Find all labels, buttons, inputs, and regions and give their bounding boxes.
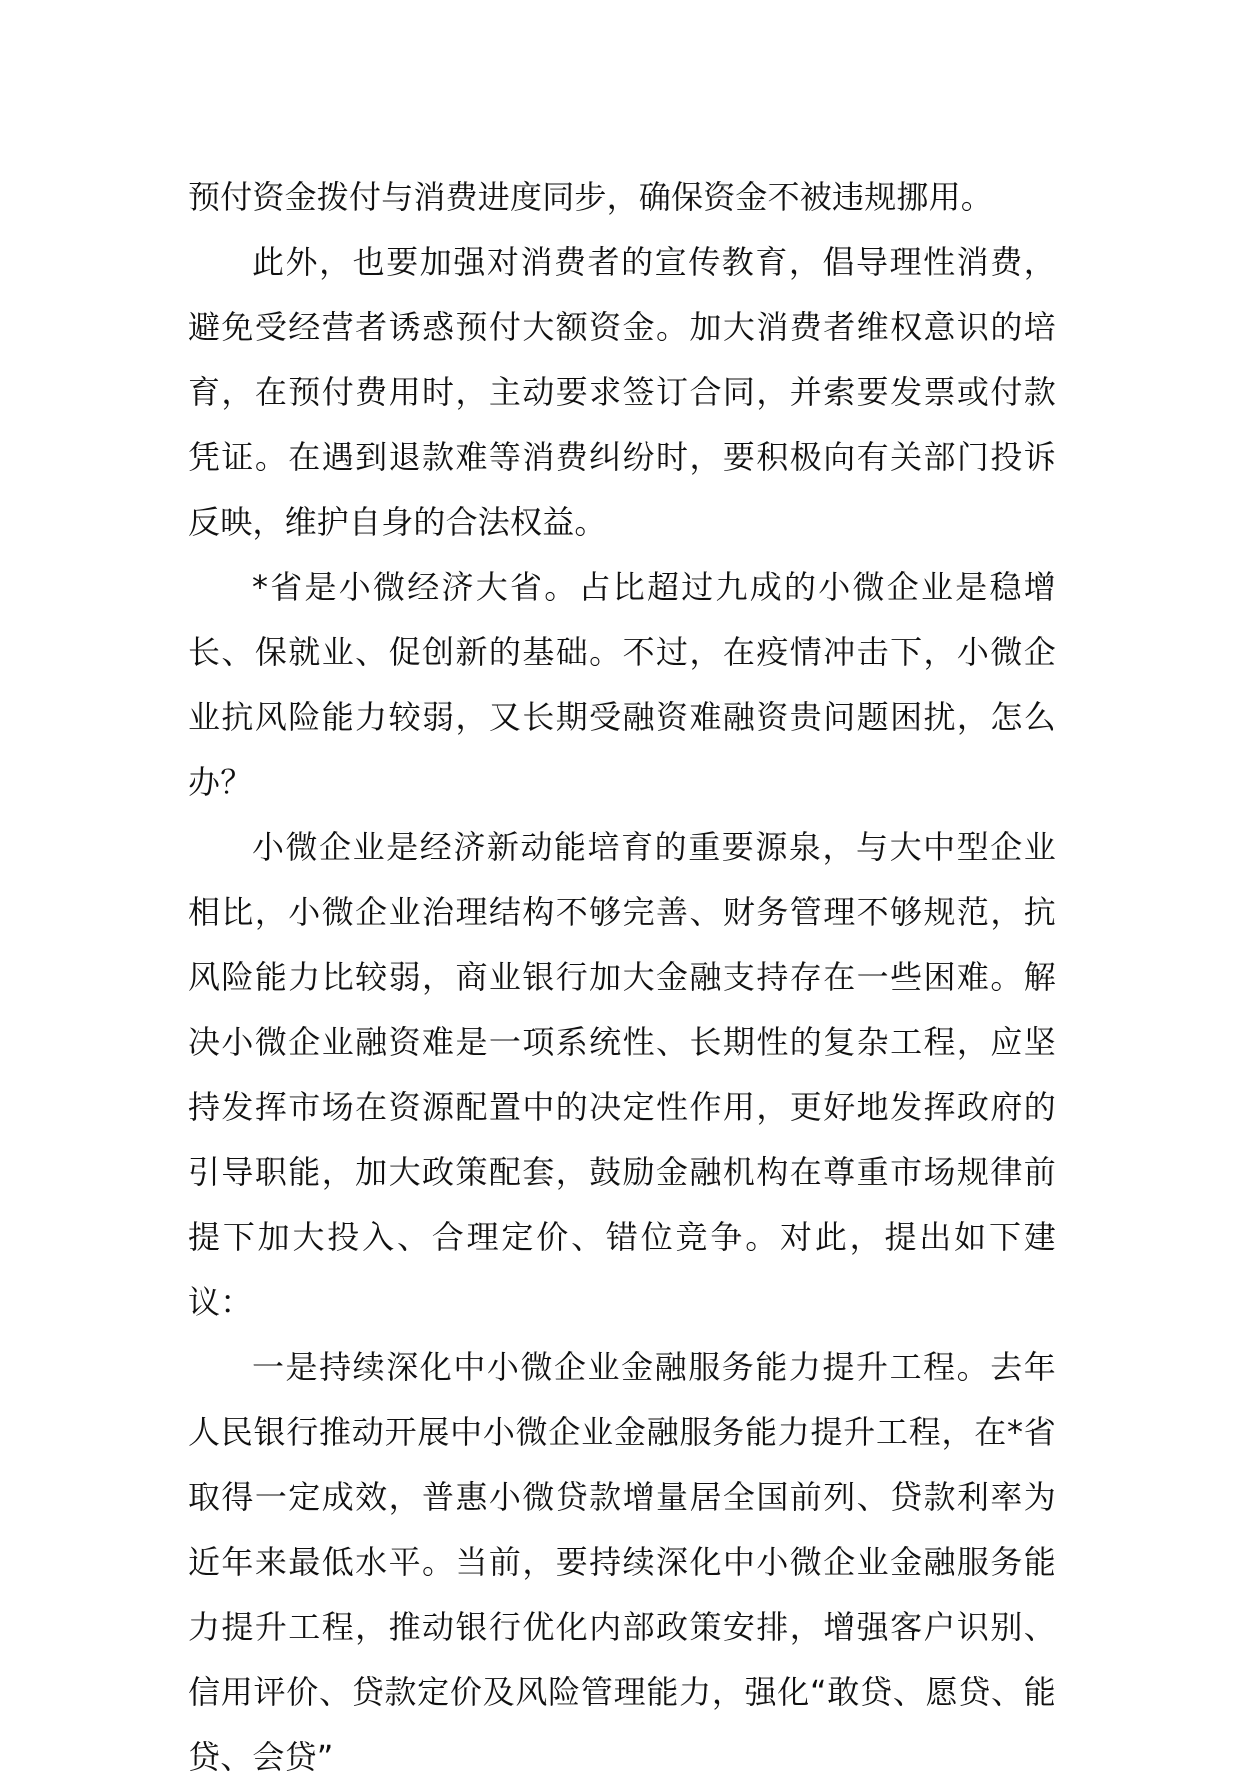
paragraph-small-business-analysis: 小微企业是经济新动能培育的重要源泉，与大中型企业相比，小微企业治理结构不够完善、财务管理不够规范，抗风险能力比较弱，商业银行加大金融支持存在一些困难。解决小微企业融资难是一项系统性、长期性的复杂工程，应坚持发挥市场在资源配置中的决定性作用，更好地发挥政府的引导职能，加大政策配套，鼓励金融机构在尊重市场规律前提下加大投入、合理定价、错位竞争。对此，提出如下建议： — [188, 828, 1056, 1321]
paragraph-consumer-education: 此外，也要加强对消费者的宣传教育，倡导理性消费，避免受经营者诱惑预付大额资金。加大消费者维权意识的培育，在预付费用时，主动要求签订合同，并索要发票或付款凭证。在遇到退款难等消费纠纷时，要积极向有关部门投诉反映，维护自身的合法权益。 — [188, 243, 1056, 541]
body-text — [188, 165, 1056, 1790]
paragraph-continued: 预付资金拨付与消费进度同步，确保资金不被违规挪用。 — [188, 178, 994, 216]
paragraph-suggestion-one: 一是持续深化中小微企业金融服务能力提升工程。去年人民银行推动开展中小微企业金融服务能力提升工程，在*省取得一定成效，普惠小微贷款增量居全国前列、贷款利率为近年来最低水平。当前，要持续深化中小微企业金融服务能力提升工程，推动银行优化内部政策安排，增强客户识别、信用评价、贷款定价及风险管理能力，强化“敢贷、愿贷、能贷、会贷” — [188, 1348, 1056, 1776]
paragraph-small-business-intro: *省是小微经济大省。占比超过九成的小微企业是稳增长、保就业、促创新的基础。不过，在疫情冲击下，小微企业抗风险能力较弱，又长期受融资难融资贵问题困扰，怎么办？ — [188, 568, 1056, 801]
